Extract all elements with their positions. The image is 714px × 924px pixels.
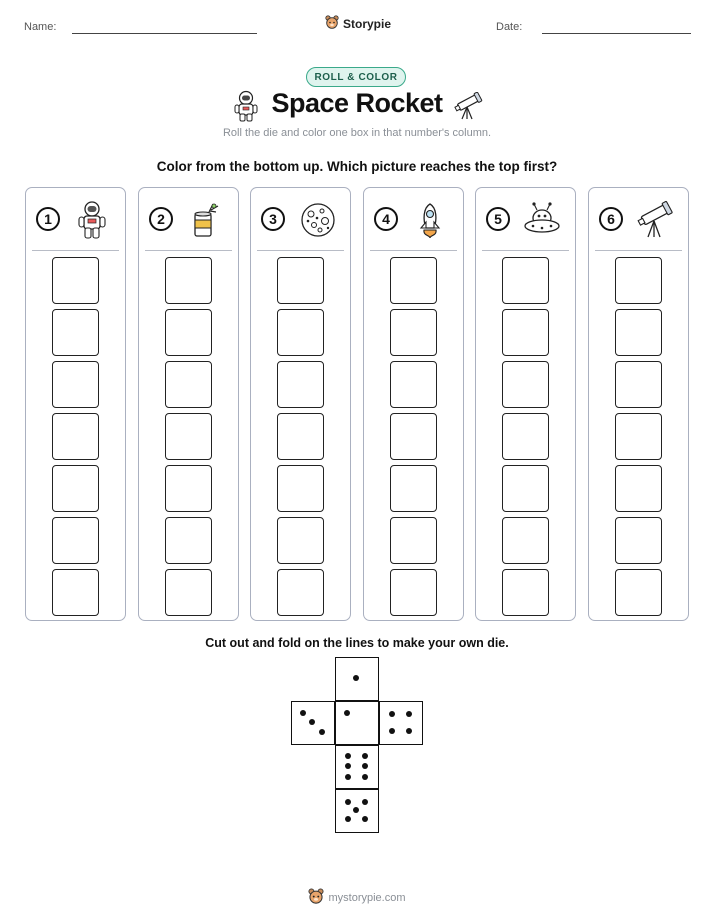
footer-url[interactable]: mystorypie.com (328, 891, 406, 904)
subtitle: Roll the die and color one box in that number's column. (222, 127, 492, 139)
space-food-can-icon (185, 200, 225, 240)
date-line[interactable] (542, 33, 691, 34)
column-divider (145, 250, 232, 251)
date-label: Date: (496, 21, 523, 33)
color-box[interactable] (390, 361, 437, 408)
color-box[interactable] (52, 413, 99, 460)
color-box[interactable] (502, 361, 549, 408)
color-box[interactable] (502, 465, 549, 512)
color-box[interactable] (277, 413, 324, 460)
die-pip (319, 729, 325, 735)
cut-instruction: Cut out and fold on the lines to make your own die. (205, 636, 509, 650)
column-divider (32, 250, 119, 251)
color-box[interactable] (615, 465, 662, 512)
die-pip (406, 728, 412, 734)
column-divider (257, 250, 344, 251)
die-pip (362, 763, 368, 769)
color-box[interactable] (390, 309, 437, 356)
category-badge: ROLL & COLOR (306, 67, 406, 87)
color-box[interactable] (52, 309, 99, 356)
color-box[interactable] (277, 465, 324, 512)
color-box[interactable] (502, 257, 549, 304)
astronaut-icon (72, 200, 112, 240)
die-pip (345, 816, 351, 822)
telescope-icon (635, 200, 675, 240)
column-divider (482, 250, 569, 251)
die-face-1 (335, 701, 379, 745)
color-box[interactable] (615, 413, 662, 460)
color-box[interactable] (390, 257, 437, 304)
color-box[interactable] (615, 569, 662, 616)
column-divider (370, 250, 457, 251)
color-box[interactable] (277, 361, 324, 408)
column-number: 5 (486, 207, 510, 231)
color-box[interactable] (165, 517, 212, 564)
die-pip (362, 753, 368, 759)
color-box[interactable] (277, 309, 324, 356)
brand-logo (325, 15, 391, 32)
column-1 (25, 187, 126, 621)
die-pip (362, 774, 368, 780)
color-box[interactable] (52, 257, 99, 304)
color-box[interactable] (390, 413, 437, 460)
color-box[interactable] (52, 569, 99, 616)
color-box[interactable] (390, 517, 437, 564)
die-face-6 (335, 745, 379, 789)
color-box[interactable] (502, 413, 549, 460)
die-face-5 (335, 789, 379, 833)
page-title: Space Rocket (271, 88, 443, 118)
die-pip (300, 710, 306, 716)
die-pip (362, 799, 368, 805)
column-number: 4 (374, 207, 398, 231)
die-pip (345, 763, 351, 769)
instruction-text: Color from the bottom up. Which picture reaches the top first? (156, 159, 558, 174)
color-box[interactable] (52, 465, 99, 512)
color-box[interactable] (165, 413, 212, 460)
column-number: 3 (261, 207, 285, 231)
name-line[interactable] (72, 33, 257, 34)
color-box[interactable] (52, 361, 99, 408)
die-pip (344, 710, 350, 716)
color-box[interactable] (502, 569, 549, 616)
column-number: 6 (599, 207, 623, 231)
column-4 (363, 187, 464, 621)
bear-face-icon (308, 888, 324, 907)
column-number: 2 (149, 207, 173, 231)
color-box[interactable] (52, 517, 99, 564)
rocket-icon (410, 200, 450, 240)
die-pip (406, 711, 412, 717)
color-box[interactable] (502, 309, 549, 356)
telescope-icon (453, 92, 483, 120)
color-box[interactable] (277, 517, 324, 564)
die-pip (353, 807, 359, 813)
color-box[interactable] (277, 569, 324, 616)
alien-ufo-icon (522, 200, 562, 240)
color-box[interactable] (390, 569, 437, 616)
die-pip (309, 719, 315, 725)
color-box[interactable] (615, 309, 662, 356)
footer (0, 888, 714, 907)
column-5 (475, 187, 576, 621)
color-box[interactable] (615, 517, 662, 564)
color-box[interactable] (390, 465, 437, 512)
color-box[interactable] (165, 309, 212, 356)
die-pip (345, 799, 351, 805)
moon-icon (297, 200, 337, 240)
brand-name: Storypie (343, 16, 392, 31)
die-face-4 (379, 701, 423, 745)
color-box[interactable] (165, 465, 212, 512)
color-box[interactable] (502, 517, 549, 564)
die-pip (353, 675, 359, 681)
die-pip (345, 753, 351, 759)
column-number: 1 (36, 207, 60, 231)
color-box[interactable] (277, 257, 324, 304)
color-box[interactable] (165, 569, 212, 616)
die-pip (362, 816, 368, 822)
column-2 (138, 187, 239, 621)
die-pip (389, 728, 395, 734)
die-pip (345, 774, 351, 780)
column-6 (588, 187, 689, 621)
name-label: Name: (24, 21, 57, 33)
color-box[interactable] (165, 257, 212, 304)
color-box[interactable] (615, 361, 662, 408)
die-face-3 (291, 701, 335, 745)
bear-face-icon (325, 15, 339, 32)
die-pip (389, 711, 395, 717)
column-divider (595, 250, 682, 251)
color-box[interactable] (615, 257, 662, 304)
die-face-1 (335, 657, 379, 701)
color-box[interactable] (165, 361, 212, 408)
column-3 (250, 187, 351, 621)
